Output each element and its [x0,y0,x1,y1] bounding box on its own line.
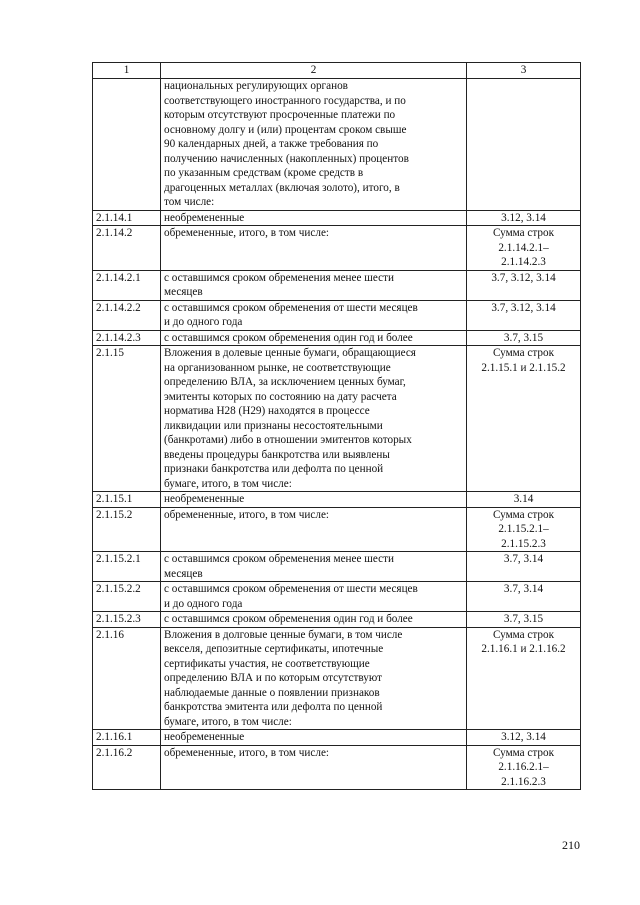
row-code: 2.1.14.1 [93,210,161,226]
row-reference: Сумма строк 2.1.16.1 и 2.1.16.2 [467,627,581,730]
row-description: необремененные [161,210,467,226]
row-reference [467,79,581,211]
table-body [93,79,581,790]
table-row [93,582,581,612]
row-code: 2.1.16 [93,627,161,730]
row-code: 2.1.15 [93,346,161,492]
row-reference: 3.7, 3.14 [467,552,581,582]
row-description: с оставшимся сроком обременения от шести месяцев и до одного года [161,300,467,330]
column-header-2: 2 [161,63,467,79]
table-row [93,79,581,211]
row-code: 2.1.16.2 [93,745,161,790]
table-row [93,730,581,746]
table-header-row [93,63,581,79]
row-code: 2.1.15.2.1 [93,552,161,582]
row-reference: 3.12, 3.14 [467,730,581,746]
table-row [93,627,581,730]
table-row [93,492,581,508]
table-row [93,507,581,552]
row-reference: Сумма строк 2.1.15.2.1– 2.1.15.2.3 [467,507,581,552]
column-header-1: 1 [93,63,161,79]
table-row [93,210,581,226]
row-description: Вложения в долевые ценные бумаги, обращающиеся на организованном рынке, не соответствующие определению ВЛА, за исключением ценных бумаг, эмитенты которых по состоянию на дату расчета норматива Н28 (Н29) находятся в процессе ликвидации или признаны несостоятельными (банкротами) либо в отношении эмитентов которых введены процедуры банкротства или выявлены признаки банкротства или дефолта по ценной бумаге, итого, в том числе: [161,346,467,492]
page-number: 210 [562,838,580,852]
row-description: обремененные, итого, в том числе: [161,507,467,552]
row-description: с оставшимся сроком обременения один год и более [161,330,467,346]
table-row [93,552,581,582]
row-reference: 3.7, 3.12, 3.14 [467,270,581,300]
row-reference: 3.14 [467,492,581,508]
table-row [93,330,581,346]
row-code: 2.1.14.2 [93,226,161,271]
row-reference: Сумма строк 2.1.16.2.1– 2.1.16.2.3 [467,745,581,790]
table-row [93,300,581,330]
row-code: 2.1.14.2.1 [93,270,161,300]
row-description: с оставшимся сроком обременения один год и более [161,612,467,628]
row-reference: 3.7, 3.15 [467,612,581,628]
row-description: необремененные [161,730,467,746]
document-table [92,62,581,790]
table-row [93,226,581,271]
row-reference: Сумма строк 2.1.15.1 и 2.1.15.2 [467,346,581,492]
row-description: Вложения в долговые ценные бумаги, в том числе векселя, депозитные сертификаты, ипотечные сертификаты участия, не соответствующие определению ВЛА и по которым отсутствуют наблюдаемые данные о появлении признаков банкротства эмитента или дефолта по ценной бумаге, итого, в том числе: [161,627,467,730]
row-description: национальных регулирующих органов соответствующего иностранного государства, и по которым отсутствуют просроченные платежи по основному долгу и (или) процентам сроком свыше 90 календарных дней, а также требования по получению начисленных (накопленных) процентов по указанным средствам (кроме средств в драгоценных металлах (включая золото), итого, в том числе: [161,79,467,211]
table-row [93,346,581,492]
column-header-3: 3 [467,63,581,79]
row-description: необремененные [161,492,467,508]
row-code: 2.1.16.1 [93,730,161,746]
row-code: 2.1.15.1 [93,492,161,508]
row-description: с оставшимся сроком обременения менее шести месяцев [161,552,467,582]
table-row [93,745,581,790]
row-reference: Сумма строк 2.1.14.2.1– 2.1.14.2.3 [467,226,581,271]
row-code [93,79,161,211]
row-reference: 3.7, 3.12, 3.14 [467,300,581,330]
row-reference: 3.12, 3.14 [467,210,581,226]
row-reference: 3.7, 3.15 [467,330,581,346]
row-code: 2.1.15.2.3 [93,612,161,628]
row-description: обремененные, итого, в том числе: [161,745,467,790]
row-code: 2.1.15.2.2 [93,582,161,612]
table-row [93,270,581,300]
row-description: с оставшимся сроком обременения менее шести месяцев [161,270,467,300]
row-description: с оставшимся сроком обременения от шести месяцев и до одного года [161,582,467,612]
row-code: 2.1.14.2.2 [93,300,161,330]
row-code: 2.1.15.2 [93,507,161,552]
table-row [93,612,581,628]
row-code: 2.1.14.2.3 [93,330,161,346]
row-reference: 3.7, 3.14 [467,582,581,612]
row-description: обремененные, итого, в том числе: [161,226,467,271]
